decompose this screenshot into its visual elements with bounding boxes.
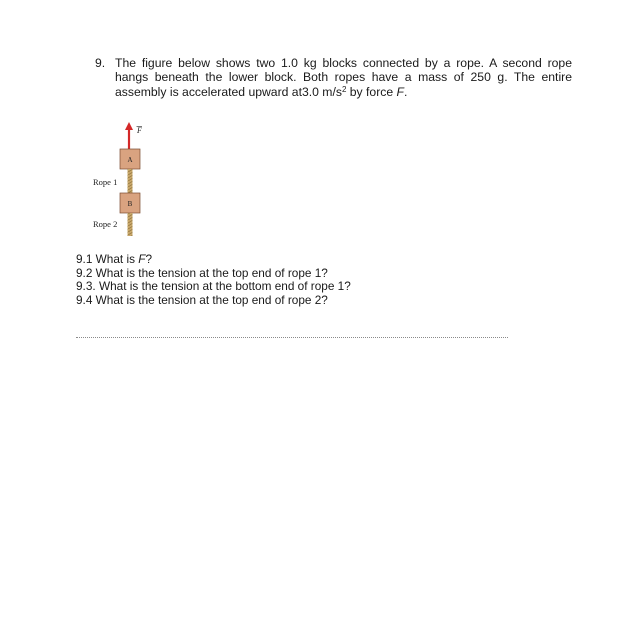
- question-line-3-text: assembly is accelerated upward at3.0 m/s: [115, 84, 342, 99]
- question-line-1: The figure below shows two 1.0 kg blocks connected by a rope. A second rope: [115, 56, 572, 70]
- arrowhead-icon: [125, 122, 133, 130]
- question-text: [115, 56, 572, 99]
- sub-question-1-text: 9.1 What is: [76, 252, 139, 266]
- question-number: 9.: [95, 56, 106, 70]
- question-line-2: hangs beneath the lower block. Both ropes have a mass of 250 g. The entire: [115, 70, 572, 85]
- block-b-label: B: [127, 200, 133, 208]
- rope-2: [128, 213, 133, 236]
- question-line-3-end: .: [403, 84, 408, 99]
- force-variable: F: [396, 84, 404, 99]
- sub-question-4: 9.4 What is the tension at the top end of rope 2?: [76, 292, 328, 307]
- sub-question-1: [76, 253, 351, 267]
- sub-questions: [76, 253, 351, 307]
- force-label: F: [137, 126, 142, 135]
- sub-question-3: 9.3. What is the tension at the bottom end of rope 1?: [76, 279, 351, 294]
- unit-exponent: 2: [341, 84, 347, 94]
- block-a-label: A: [127, 156, 133, 164]
- sub-question-1-end: ?: [145, 252, 153, 266]
- rope-1: [128, 169, 133, 193]
- question-line-3: [115, 85, 572, 99]
- sub-question-2: 9.2 What is the tension at the top end of rope 1?: [76, 265, 328, 280]
- blocks-rope-figure: [88, 118, 158, 244]
- rope-2-label: Rope 2: [93, 219, 118, 229]
- dotted-separator: [76, 337, 508, 338]
- question-line-3-mid: by force: [346, 84, 397, 99]
- rope-1-label: Rope 1: [93, 177, 118, 187]
- sub-question-1-variable: F: [138, 252, 146, 266]
